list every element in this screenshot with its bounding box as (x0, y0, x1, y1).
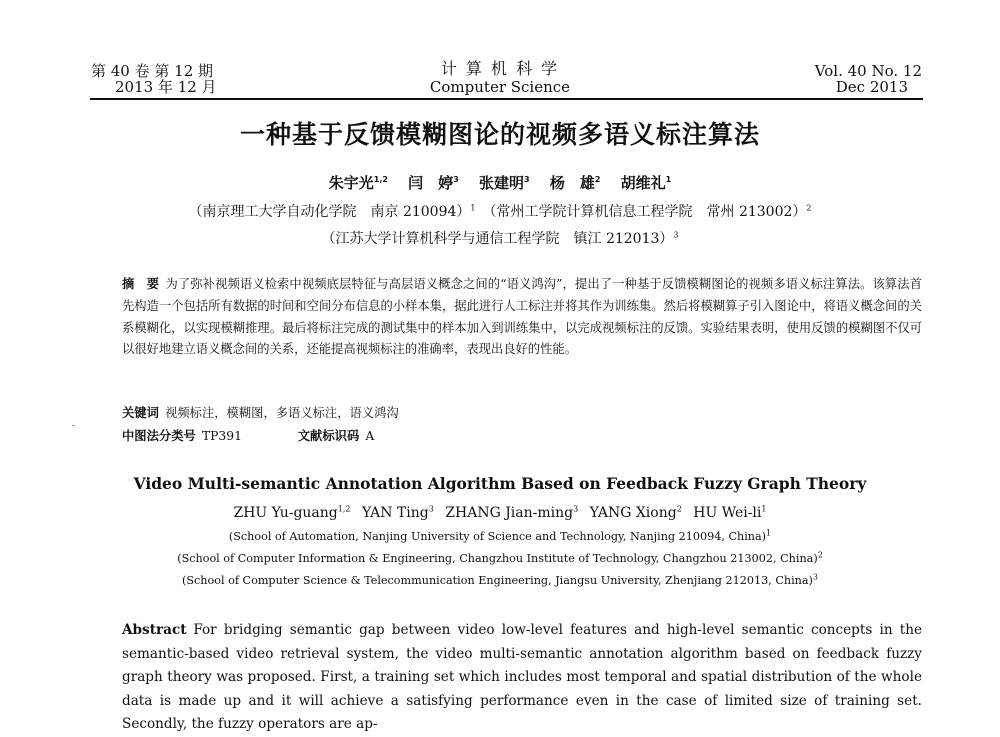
volume-issue: 第 40 卷 第 12 期 (91, 62, 214, 80)
author-list-en (0, 505, 1000, 521)
issue-date-en: Dec 2013 (835, 78, 908, 96)
author-cn: 张建明$^3$ (479, 174, 530, 192)
keywords-cn: 关键词 视频标注，模糊图，多语义标注，语义鸿沟 (122, 406, 399, 420)
author-en: YANG Xiong$^2$ (589, 504, 682, 521)
scan-mark (72, 425, 75, 426)
abstract-en-text: For bridging semantic gap between video low-level features and high-level semantic concepts in the semantic-based video retrieval system, the video multi-semantic annotation algorithm based on feedback fuzzy graph theory was proposed. First, a training set which includes most temporal and spatial distribution of the whole data is made up and it will achieve a satisfying performance even in the case of limited size of training set. Secondly, the fuzzy operators are ap- (122, 622, 922, 732)
abstract-en-label: Abstract (122, 622, 187, 638)
author-en: HU Wei-$li^1$ (693, 504, 767, 521)
journal-name-en: Computer Science (429, 78, 571, 96)
affiliations-cn-line1: （南京理工大学自动化学院 南京 210094）$^1$ （常州工学院计算机信息工程学院 常州 213002）$^2$ (188, 203, 812, 220)
paper-title-cn: 一种基于反馈模糊图论的视频多语义标注算法 (239, 120, 760, 149)
abstract-cn-label: 摘 要 (122, 277, 160, 291)
abstract-cn-text: 为了弥补视频语义检索中视频底层特征与高层语义概念之间的“语义鸿沟”，提出了一种基于反馈模糊图论的视频多语义标注算法。该算法首先构造一个包括所有数据的时间和空间分布信息的小样本集，据此进行人工标注并将其作为训练集。然后将模糊算子引入图论中，将语义概念间的关系模糊化，以实现模糊推理。最后将标注完成的测试集中的样本加入到训练集中，以完成视频标注的反馈。实验结果表明，使用反馈的模糊图不仅可以很好地建立语义概念间的关系，还能提高视频标注的准确率，表现出良好的性能。 (122, 277, 922, 357)
affiliation-en-3: (School of Computer Science & Telecommunication Engineering, Jiangsu University, Zhenjiang 212013, China)$^3$ (181, 572, 818, 587)
volume-en: Vol. 40 No. 12 (814, 62, 922, 80)
journal-name-cn: 计 算 机 科 学 (440, 59, 560, 78)
abstract-cn (122, 274, 922, 361)
affiliation-en-2: (School of Computer Information & Engineering, Changzhou Institute of Technology, Changzhou 213002, China)$^2$ (177, 550, 823, 565)
author-cn: 杨 雄$^2$ (549, 174, 601, 192)
author-en: YAN Ting$^3$ (361, 504, 434, 521)
affiliations-cn-line2: （江苏大学计算机科学与通信工程学院 镇江 212013）$^3$ (321, 230, 679, 247)
header-rule (90, 98, 923, 100)
issue-date-cn: 2013 年 12 月 (115, 78, 217, 96)
author-cn: 闫 婷$^3$ (408, 174, 459, 192)
paper-title-en: Video Multi-semantic Annotation Algorithm Based on Feedback Fuzzy Graph Theory (133, 474, 867, 493)
author-cn: 胡维礼$^1$ (620, 174, 672, 192)
author-en: ZHU Yu-guang$^{1,2}$ (233, 504, 351, 521)
abstract-en (122, 619, 922, 737)
classification-cn: 中图法分类号 TP391 文献标识码 A (122, 429, 375, 443)
author-cn: 朱宇光$^{1,2}$ (328, 174, 388, 192)
affiliation-en-1: (School of Automation, Nanjing University of Science and Technology, Nanjing 210094, China)$^1$ (228, 528, 772, 543)
author-list-cn (0, 172, 1000, 193)
author-en: ZHANG Jian-ming$^3$ (445, 504, 579, 521)
